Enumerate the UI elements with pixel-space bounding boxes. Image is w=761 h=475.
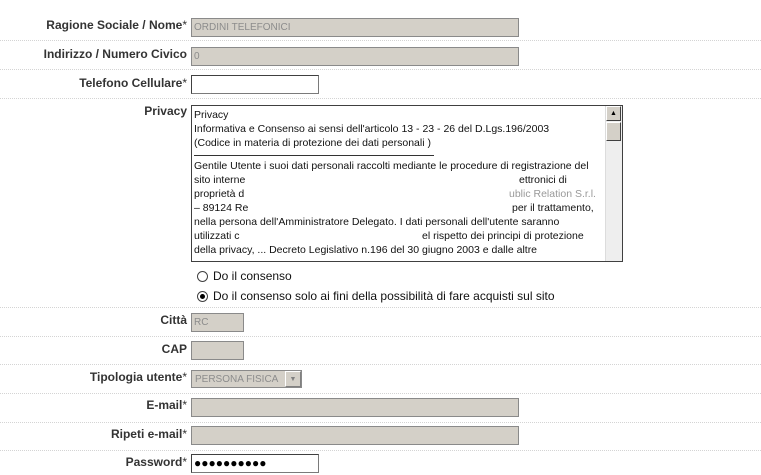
citta-field[interactable]: RC [191,313,244,332]
email-label: E-mail* [146,398,187,412]
telefono-label: Telefono Cellulare* [79,76,187,90]
row-divider [0,364,761,365]
password-label: Password* [125,455,187,469]
citta-label: Città [160,313,187,327]
tipologia-label: Tipologia utente* [89,370,187,384]
row-divider [0,393,761,394]
email-field[interactable] [191,398,519,417]
indirizzo-label: Indirizzo / Numero Civico [43,47,187,61]
ragione-sociale-field[interactable]: ORDINI TELEFONICI [191,18,519,37]
consent-option-full[interactable]: Do il consenso [197,269,292,283]
chevron-down-icon[interactable]: ▼ [285,371,301,387]
privacy-label: Privacy [144,104,187,118]
telefono-field[interactable] [191,75,319,94]
password-field[interactable]: ●●●●●●●●●● [191,454,319,473]
scroll-thumb[interactable] [606,122,621,141]
ripeti-email-field[interactable] [191,426,519,445]
radio-consent-purchase[interactable] [197,291,208,302]
row-divider [0,450,761,451]
row-divider [0,98,761,99]
indirizzo-field[interactable]: 0 [191,47,519,66]
row-divider [0,69,761,70]
privacy-scrollbar[interactable] [605,106,622,261]
ripeti-email-label: Ripeti e-mail* [110,427,187,441]
privacy-separator [194,155,434,156]
consent-option-purchase[interactable]: Do il consenso solo ai fini della possibilità di fare acquisti sul sito [197,289,555,303]
ragione-sociale-label: Ragione Sociale / Nome* [46,18,187,32]
tipologia-select[interactable]: PERSONA FISICA ▼ [191,370,302,388]
privacy-textarea[interactable] [191,105,623,262]
cap-label: CAP [161,342,187,356]
row-divider [0,336,761,337]
cap-field[interactable] [191,341,244,360]
radio-consent-full[interactable] [197,271,208,282]
privacy-text: Privacy Informativa e Consenso ai sensi dell'articolo 13 - 23 - 26 del D.Lgs.196/2003 (Codice in materia di protezione dei dati personali ) Gentile Utente i suoi dati personali raccolti mediante le procedure di registrazione del sito interne ettronici di proprietà d ublic Relation S.r.l. – 89124 Re per il trattamento, nella persona dell'Amministratore Delegato. I dati personali dell'utente saranno utilizzati c el rispetto dei principi di protezione della privacy, ... Decreto Legislativo n.196 del 30 giugno 2003 e dalle altre [194,109,596,256]
row-divider [0,40,761,41]
scroll-up-icon[interactable]: ▲ [606,106,621,121]
row-divider [0,422,761,423]
row-divider [0,307,761,308]
